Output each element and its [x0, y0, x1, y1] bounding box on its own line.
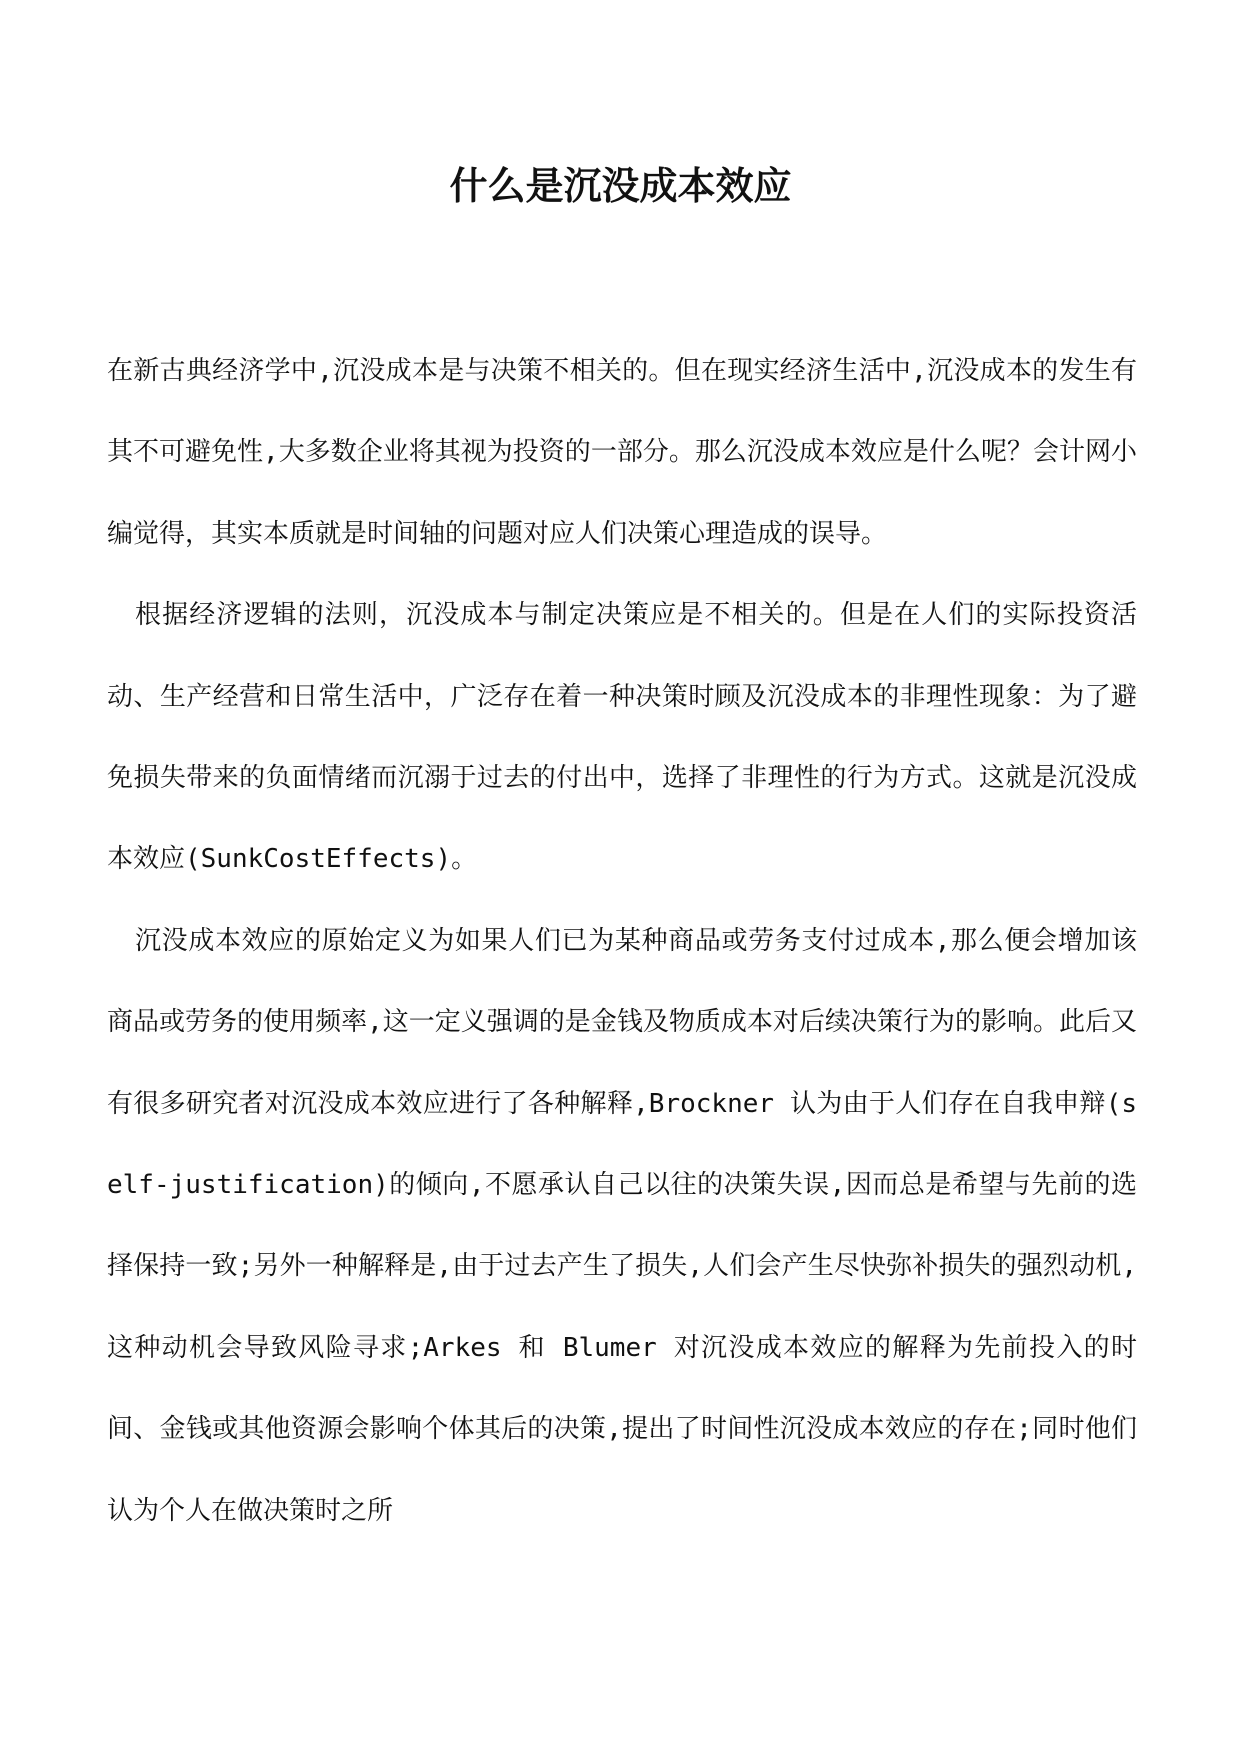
document-body [107, 331, 1137, 1552]
paragraph-definition: 沉没成本效应的原始定义为如果人们已为某种商品或劳务支付过成本,那么便会增加该商品或劳务的使用频率,这一定义强调的是金钱及物质成本对后续决策行为的影响。此后又有很多研究者对沉没成本效应进行了各种解释,Brockner 认为由于人们存在自我申辩(self-justification)的倾向,不愿承认自己以往的决策失误,因而总是希望与先前的选择保持一致;另外一种解释是,由于过去产生了损失,人们会产生尽快弥补损失的强烈动机,这种动机会导致风险寻求;Arkes 和 Blumer 对沉没成本效应的解释为先前投入的时间、金钱或其他资源会影响个体其后的决策,提出了时间性沉没成本效应的存在;同时他们认为个人在做决策时之所 [107, 925, 1137, 1526]
document-title: 什么是沉没成本效应 [449, 163, 792, 208]
paragraph-intro: 在新古典经济学中,沉没成本是与决策不相关的。但在现实经济生活中,沉没成本的发生有其不可避免性,大多数企业将其视为投资的一部分。那么沉没成本效应是什么呢？会计网小编觉得，其实本质就是时间轴的问题对应人们决策心理造成的误导。 [107, 356, 1137, 549]
paragraph-economic-logic: 根据经济逻辑的法则，沉没成本与制定决策应是不相关的。但是在人们的实际投资活动、生产经营和日常生活中，广泛存在着一种决策时顾及沉没成本的非理性现象：为了避免损失带来的负面情绪而沉溺于过去的付出中，选择了非理性的行为方式。这就是沉没成本效应(SunkCostEffects)。 [107, 600, 1137, 875]
